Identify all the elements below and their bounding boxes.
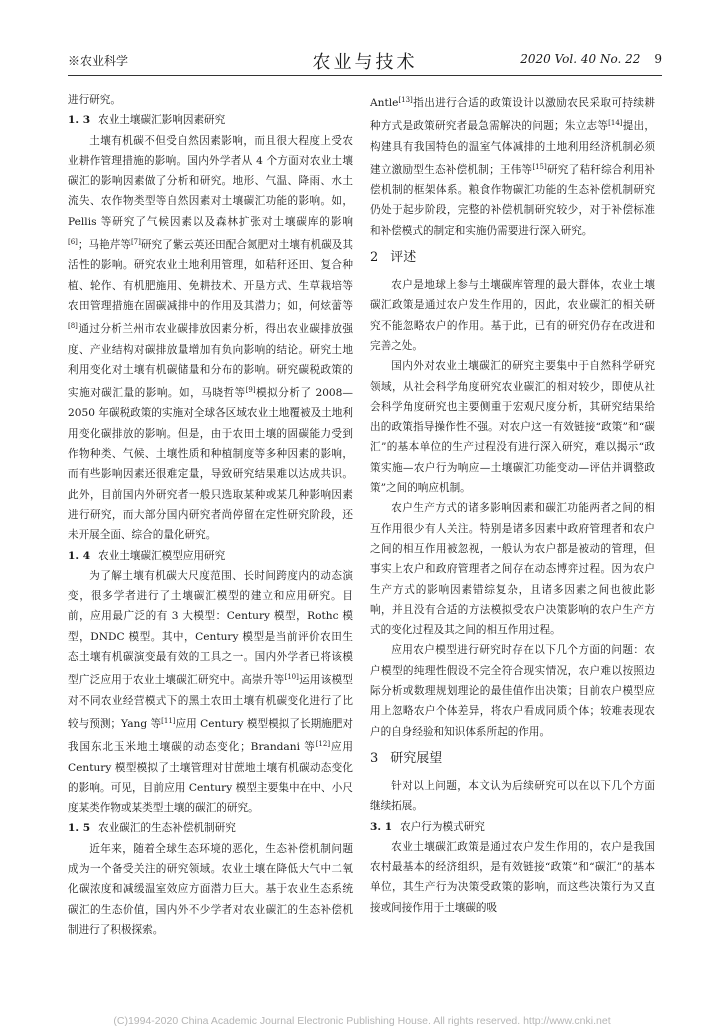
journal-title: 农业与技术 — [312, 52, 418, 73]
citation: [9] — [245, 386, 256, 395]
text-run: 提出，构建具有我国特色的温室气体减排的土地利用经济机制必须建立激励型生态补偿机制；王伟等 — [370, 120, 656, 176]
section-number: 1. 3 — [68, 114, 91, 127]
citation: [15] — [532, 162, 547, 171]
page-header — [68, 48, 662, 72]
citation: [6] — [68, 238, 78, 247]
text-run: 土壤有机碳不但受自然因素影响，而且很大程度上受农业耕作管理措施的影响。国内外学者从 4 个方面对农业土壤碳汇的影响因素做了分析和研究。地形、气温、降雨、水土流失、农作物类型等自然因素对土壤碳汇功能的影响。如，Pellis 等研究了气候因素以及森林扩张对土壤碳库的影响 — [68, 134, 353, 228]
section-number: 3. 1 — [370, 820, 393, 833]
citation: [13] — [398, 96, 413, 104]
citation: [12] — [315, 740, 331, 749]
page-number: 9 — [654, 52, 662, 66]
left-column — [68, 90, 353, 940]
section-number: 2 — [370, 250, 379, 266]
text-run: 通过分析兰州市农业碳排放因素分析，得出农业碳排放强度、产业结构对碳排放量增加有负向影响的结论。研究土地利用变化对土壤有机碳储量和分布的影响。研究碳税政策的实施对碳汇量的影响。如，马晓哲等 — [68, 323, 353, 400]
issue-info — [520, 52, 662, 66]
section-number: 3 — [370, 750, 379, 766]
section-heading-1-4 — [68, 546, 353, 566]
citation: [7] — [130, 238, 141, 247]
text-run: 模拟分析了 2008—2050 年碳税政策的实施对全球各区域农业土地覆被及土地利用变化碳排放的影响。但是，由于农田土壤的固碳能力受到作物种类、气候、土壤性质和种植制度等多种因素的影响，而有些影响因素还很难定量，导致研究结果难以达成共识。此外，目前国内外研究者一般只选取某种或某几种影响因素进行研究，而大部分国内研究者尚停留在定性研究阶段，还未开展全面、综合的量化研究。 — [68, 387, 354, 542]
text-run: 为了解土壤有机碳大尺度范围、长时间跨度内的动态演变，很多学者进行了土壤碳汇模型的建立和应用研究。目前，应用最广泛的有 3 大模型：Century 模型，Rothc 模型，DNDC 模型。其中，Century 模型是当前评价农田生态土壤有机碳演变最有效的工具之一。国内外学者已将该模型广泛应用于农业土壤碳汇研究中。高崇升等 — [68, 569, 353, 687]
paragraph — [370, 90, 655, 241]
section-title: 农业碳汇的生态补偿机制研究 — [98, 822, 236, 835]
text-run: ；马艳芹等 — [77, 239, 131, 252]
text-run: 应用 Century 模型模拟了长期施肥对我国东北玉米地土壤碳的动态变化；Brandani 等 — [68, 717, 354, 754]
text-run: 运用该模型对不同农业经营模式下的黑土农田土壤有机碳变化进行了比较与预测；Yang 等 — [68, 674, 353, 730]
paragraph — [68, 566, 353, 819]
section-heading-3 — [370, 748, 655, 770]
text-run: 研究了秸秆综合利用补偿机制的框架体系。粮食作物碳汇功能的生态补偿机制研究仍处于起步阶段，完整的补偿机制研究较少，对于补偿标准和补偿模式的制定和实施仍需要进行深入研究。 — [370, 163, 655, 237]
text-run: Antle — [370, 97, 399, 109]
citation: [10] — [284, 673, 299, 682]
text-run: 研究了紫云英还田配合氮肥对土壤有机碳及其活性的影响。研究农业土地利用管理，如秸秆还田、复合种植、轮作、有机肥施用、免耕技术、开垦方式、生草栽培等农田管理措施在固碳减排中的作用及其潜力；如，何炫蕾等 — [68, 239, 353, 312]
paragraph: 国内外对农业土壤碳汇的研究主要集中于自然科学研究领域，从社会科学角度研究农业碳汇的相对较少，即使从社会科学角度研究也主要侧重于宏观尺度分析，其研究结果给出的政策指导操作性不强。对农户这一有效链接“政策”和“碳汇”的基本单位的生产过程没有进行深入研究，难以揭示“政策实施—农户行为响应—土壤碳汇功能变动—评估并调整政策”之间的响应机制。 — [370, 360, 655, 495]
paragraph: 近年来，随着全球生态环境的恶化，生态补偿机制问题成为一个备受关注的研究领域。农业土壤在降低大气中二氧化碳浓度和减缓温室效应方面潜力巨大。基于农业生态系统碳汇的生态价值，国内外不少学者对农业碳汇的生态补偿机制进行了积极探索。 — [68, 842, 353, 936]
paragraph: 农户生产方式的诸多影响因素和碳汇功能两者之间的相互作用很少有人关注。特别是诸多因素中政府管理者和农户之间的相互作用被忽视，一般认为农户都是被动的管理，但事实上农户和政府管理者之间存在动态博弈过程。因为农户生产方式的影响因素错综复杂，且诸多因素之间也彼此影响，并且没有合适的方法模拟受农户决策影响的农户生产方式的变化过程及其之间的相互作用过程。 — [370, 502, 655, 637]
citation: [14] — [608, 119, 623, 128]
section-title: 农户行为模式研究 — [400, 820, 485, 833]
section-title: 农业土壤碳汇模型应用研究 — [98, 549, 226, 562]
paragraph: 应用农户模型进行研究时存在以下几个方面的问题：农户模型的纯理性假设不完全符合现实情况，农户难以按照边际分析或数理规划理论的最佳值作出决策；目前农户模型应用上忽略农户个体差异，将农户看成同质个体；较难表现农户的自身经验和知识体系所起的作用。 — [370, 644, 655, 738]
paragraph: 农户是地球上参与土壤碳库管理的最大群体，农业土壤碳汇政策是通过农户发生作用的，因此，农业碳汇的相关研究不能忽略农户的作用。基于此，已有的研究仍存在改进和完善之处。 — [370, 279, 655, 352]
paragraph: 针对以上问题，本文认为后续研究可以在以下几个方面继续拓展。 — [370, 779, 655, 813]
section-title: 研究展望 — [390, 750, 443, 766]
section-heading-2 — [370, 247, 655, 269]
paragraph: 农业土壤碳汇政策是通过农户发生作用的，农户是我国农村最基本的经济组织，是有效链接“政策”和“碳汇”的基本单位，其生产行为决策受政策的影响，而这些决策行为又直接或间接作用于土壤碳的吸 — [370, 840, 655, 914]
right-column — [370, 90, 655, 918]
text-run: 指出进行合适的政策设计以激励农民采取可持续耕种方式是政策研究者最急需解决的问题；朱立志等 — [370, 97, 655, 133]
section-number: 1. 5 — [68, 822, 91, 835]
section-heading-1-5 — [68, 818, 353, 838]
section-title: 评述 — [390, 250, 417, 266]
header-rule — [68, 75, 662, 76]
text-run: 应用 Century 模型模拟了土壤管理对甘蔗地土壤有机碳动态变化的影响。可见，目前应用 Century 模型主要集中在中、小尺度某类作物或某类型土壤的碳汇的研究。 — [68, 741, 354, 815]
copyright-footer: (C)1994-2020 China Academic Journal Electronic Publishing House. All rights reserved. http://www.cnki.net — [113, 1015, 611, 1027]
section-heading-1-3 — [68, 110, 353, 130]
paragraph: 进行研究。 — [68, 94, 121, 106]
citation: [11] — [161, 716, 176, 725]
citation: [8] — [68, 322, 78, 331]
section-label: ※农业科学 — [68, 54, 129, 68]
paragraph — [68, 131, 353, 546]
section-title: 农业土壤碳汇影响因素研究 — [98, 114, 226, 127]
section-number: 1. 4 — [68, 549, 91, 562]
issue-text: 2020 Vol. 40 No. 22 — [520, 52, 641, 66]
section-heading-3-1 — [370, 817, 655, 837]
